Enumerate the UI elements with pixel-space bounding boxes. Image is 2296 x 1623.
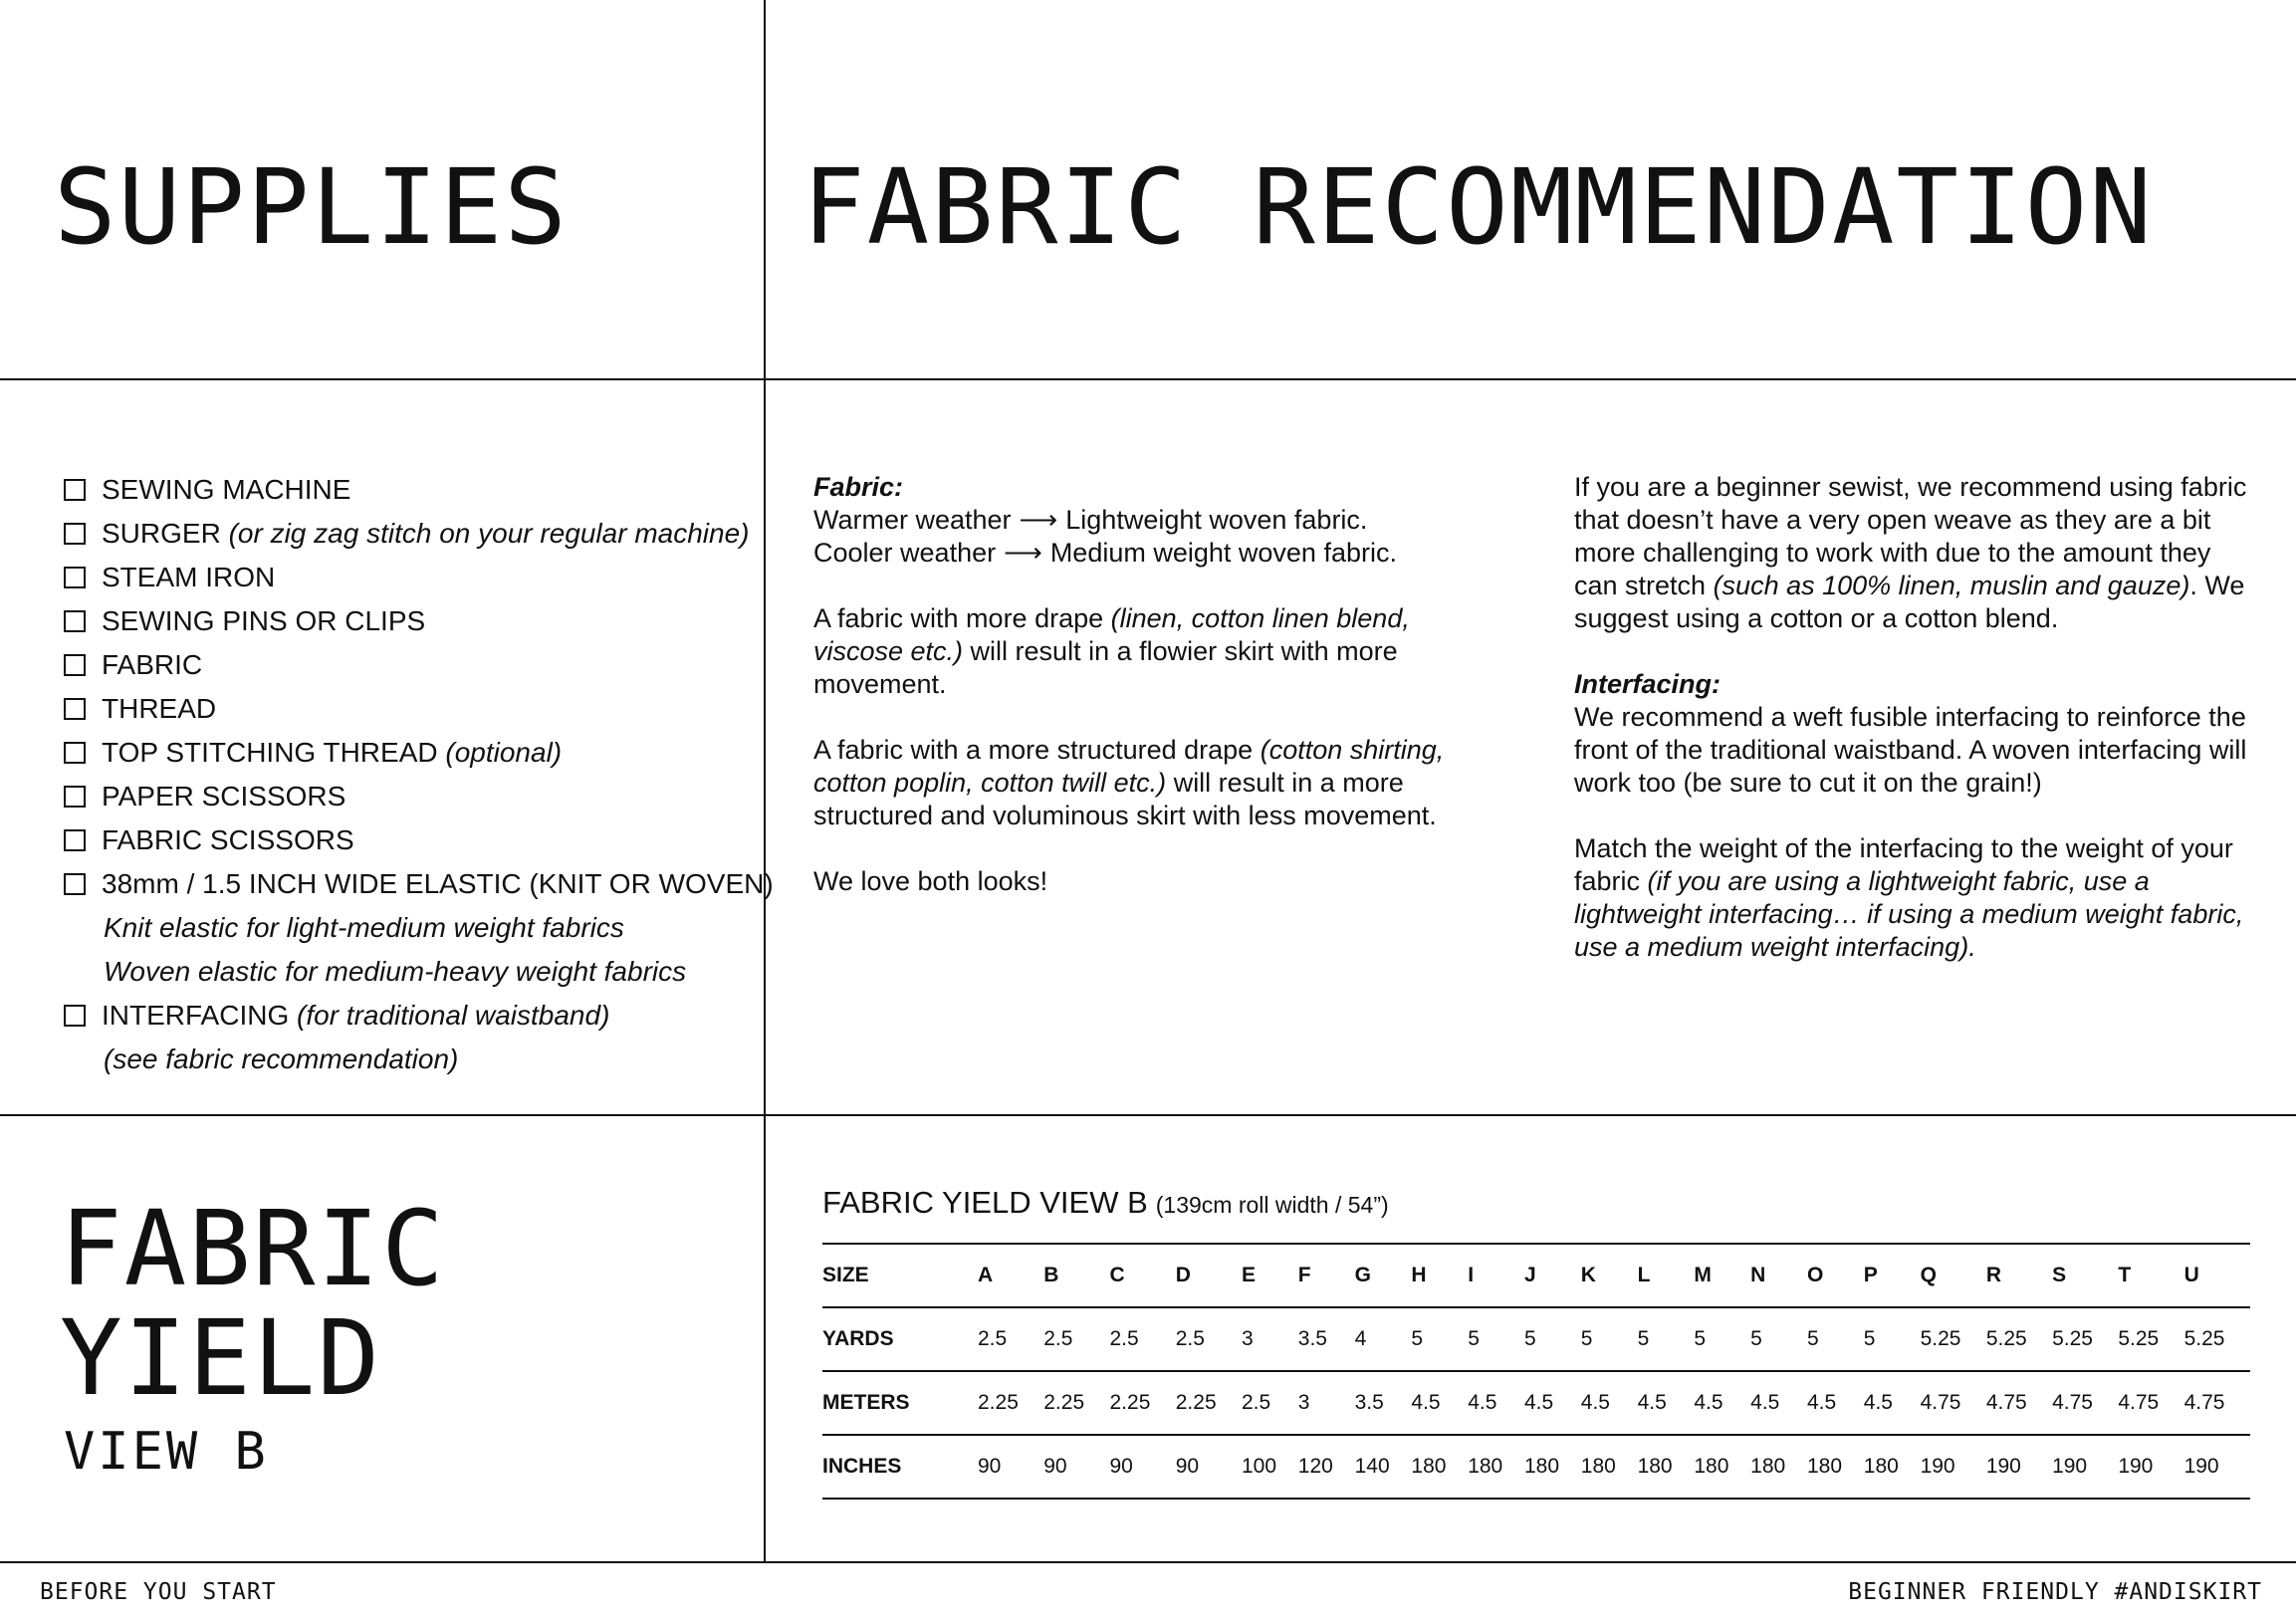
checkbox-icon[interactable] <box>64 786 86 808</box>
fabric-yield-heading-line2: YIELD <box>60 1297 382 1419</box>
supply-note: (optional) <box>445 737 563 768</box>
match-text: Match the weight of the interfacing to the weight of your fabric <box>1574 833 2233 896</box>
supply-label: FABRIC SCISSORS <box>102 824 354 855</box>
table-header-cell: E <box>1242 1264 1257 1286</box>
supply-item[interactable] <box>64 512 761 556</box>
divider-middle-section <box>0 1114 2296 1116</box>
table-cell: 4.5 <box>1411 1391 1441 1414</box>
table-cell: 190 <box>1920 1455 1955 1478</box>
table-header-cell: D <box>1175 1264 1191 1286</box>
table-header-cell: A <box>978 1264 994 1286</box>
table-cell: 4.5 <box>1637 1391 1667 1414</box>
table-cell: 5 <box>1750 1327 1762 1350</box>
supply-item[interactable] <box>64 775 761 818</box>
table-header-cell: K <box>1580 1264 1596 1286</box>
table-cell: 180 <box>1468 1455 1503 1478</box>
table-cell: 2.25 <box>1109 1391 1151 1414</box>
checkbox-icon[interactable] <box>64 1005 86 1027</box>
table-cell: 120 <box>1297 1455 1333 1478</box>
table-cell: 180 <box>1750 1455 1786 1478</box>
structured-text: A fabric with a more structured drape <box>813 735 1261 765</box>
drape-paragraph <box>813 602 1431 701</box>
checkbox-icon[interactable] <box>64 567 86 588</box>
table-cell: 180 <box>1523 1455 1560 1478</box>
table-cell: 190 <box>2118 1455 2154 1478</box>
checkbox-icon[interactable] <box>64 829 86 851</box>
beginner-text: . We suggest using a cotton or a cotton blend. <box>1574 571 2245 633</box>
supply-item[interactable] <box>64 687 761 731</box>
table-header-cell: G <box>1354 1264 1371 1286</box>
checkbox-icon[interactable] <box>64 523 86 545</box>
fabric-paragraph <box>813 471 1471 570</box>
checkbox-icon[interactable] <box>64 654 86 676</box>
table-cell: 90 <box>978 1455 1002 1478</box>
warmer-weather-fabric: Lightweight woven fabric. <box>1065 505 1368 535</box>
yield-table-title-text: FABRIC YIELD VIEW B <box>822 1185 1148 1220</box>
table-cell: 4.5 <box>1523 1391 1554 1414</box>
cooler-weather-fabric: Medium weight woven fabric. <box>1049 538 1397 568</box>
table-cell: 5.25 <box>1920 1327 1961 1350</box>
supply-label: PAPER SCISSORS <box>102 781 346 812</box>
divider-footer <box>0 1561 2296 1563</box>
table-cell: 3.5 <box>1354 1391 1384 1414</box>
table-cell: 3 <box>1242 1327 1254 1350</box>
table-cell: 5 <box>1694 1327 1707 1350</box>
table-header-cell: S <box>2052 1264 2067 1286</box>
fabric-yield-heading-line1: FABRIC <box>60 1188 446 1309</box>
checkbox-icon[interactable] <box>64 873 86 895</box>
table-cell: 140 <box>1354 1455 1390 1478</box>
arrow-right-icon: ⟶ <box>1004 538 1042 568</box>
checkbox-icon[interactable] <box>64 698 86 720</box>
cooler-weather-label: Cooler weather <box>813 538 997 568</box>
table-cell: 4.5 <box>1468 1391 1497 1414</box>
love-both-text: We love both looks! <box>813 866 1048 896</box>
table-header-cell: I <box>1468 1264 1475 1286</box>
table-cell: 5.25 <box>1985 1327 2027 1350</box>
table-cell: 180 <box>1580 1455 1616 1478</box>
supplies-heading: SUPPLIES <box>54 146 569 268</box>
supply-label: THREAD <box>102 693 217 724</box>
table-cell: 90 <box>1043 1455 1067 1478</box>
interfacing-text: We recommend a weft fusible interfacing to reinforce the front of the traditional waistband. A woven interfacing will work too (be sure to cut it on the grain!) <box>1574 702 2247 798</box>
interfacing-paragraph <box>1574 668 2261 800</box>
structured-examples: (cotton shirting, cotton poplin, cotton twill etc.) <box>813 735 1445 798</box>
table-header-cell: C <box>1109 1264 1125 1286</box>
fabric-yield-view: VIEW B <box>64 1422 269 1482</box>
table-cell: 180 <box>1694 1455 1729 1478</box>
supply-label: FABRIC <box>102 649 203 680</box>
table-cell: 5.25 <box>2118 1327 2160 1350</box>
table-header-cell: B <box>1043 1264 1059 1286</box>
footer-left: BEFORE YOU START <box>40 1579 277 1605</box>
table-cell: 3.5 <box>1297 1327 1327 1350</box>
table-cell: 4.5 <box>1750 1391 1780 1414</box>
table-row-label: METERS <box>822 1391 910 1414</box>
drape-text: A fabric with more drape <box>813 603 1111 633</box>
table-cell: 5 <box>1411 1327 1424 1350</box>
supply-note: (for traditional waistband) <box>297 1000 610 1031</box>
footer-right: BEGINNER FRIENDLY #ANDISKIRT <box>1848 1579 2262 1605</box>
yield-table-title <box>822 1185 1389 1221</box>
table-cell: 4.5 <box>1580 1391 1610 1414</box>
supply-label: SURGER <box>102 518 221 549</box>
table-header-cell: J <box>1523 1264 1536 1286</box>
table-row-label: YARDS <box>822 1327 894 1350</box>
table-cell: 100 <box>1242 1455 1277 1478</box>
match-examples: (if you are using a lightweight fabric, use a lightweight interfacing… if using a medium weight fabric, use a medium weight interfacing). <box>1574 866 2244 962</box>
table-header-cell: F <box>1297 1264 1311 1286</box>
supply-subnote: Knit elastic for light-medium weight fabrics <box>104 912 624 943</box>
table-cell: 190 <box>2183 1455 2219 1478</box>
table-cell: 190 <box>2052 1455 2088 1478</box>
table-cell: 5 <box>1637 1327 1650 1350</box>
table-cell: 5.25 <box>2052 1327 2093 1350</box>
table-header-cell: H <box>1411 1264 1427 1286</box>
supply-item[interactable] <box>64 643 761 687</box>
table-header-cell: N <box>1750 1264 1766 1286</box>
supply-item[interactable] <box>64 994 761 1038</box>
match-weight-paragraph <box>1574 832 2261 964</box>
supply-item[interactable] <box>64 599 761 643</box>
drape-examples: (linen, cotton linen blend, viscose etc.) <box>813 603 1410 666</box>
table-cell: 4.5 <box>1806 1391 1837 1414</box>
table-header-row <box>822 1244 2250 1307</box>
supplies-checklist <box>64 468 774 1081</box>
divider-top-section <box>0 378 2296 380</box>
supply-label: STEAM IRON <box>102 562 276 592</box>
supply-subnote: Woven elastic for medium-heavy weight fabrics <box>104 956 687 987</box>
table-cell: 180 <box>1411 1455 1447 1478</box>
table-cell: 4.5 <box>1863 1391 1893 1414</box>
table-cell: 4.75 <box>2052 1391 2093 1414</box>
drape-text: will result in a flowier skirt with more movement. <box>813 636 1398 699</box>
beginner-examples: (such as 100% linen, muslin and gauze) <box>1713 571 2190 600</box>
table-cell: 5 <box>1806 1327 1819 1350</box>
table-cell: 190 <box>1985 1455 2021 1478</box>
checkbox-icon[interactable] <box>64 742 86 764</box>
supply-item[interactable] <box>64 731 761 775</box>
fabric-recommendation-heading: FABRIC RECOMMENDATION <box>803 146 2154 268</box>
recommendation-column-left <box>813 471 1471 931</box>
table-cell: 90 <box>1175 1455 1200 1478</box>
table-cell: 3 <box>1297 1391 1310 1414</box>
supply-label: INTERFACING <box>102 1000 290 1031</box>
table-header-cell: P <box>1863 1264 1878 1286</box>
supply-item[interactable] <box>64 556 761 599</box>
table-cell: 5 <box>1863 1327 1876 1350</box>
supply-label: TOP STITCHING THREAD <box>102 737 438 768</box>
table-cell: 2.25 <box>1043 1391 1085 1414</box>
supply-note: (or zig zag stitch on your regular machine) <box>228 518 750 549</box>
fabric-yield-table <box>822 1243 2250 1500</box>
table-cell: 180 <box>1806 1455 1843 1478</box>
table-cell: 4.5 <box>1694 1391 1723 1414</box>
table-cell: 2.5 <box>1043 1327 1073 1350</box>
yield-table-subtitle: (139cm roll width / 54”) <box>1155 1192 1389 1218</box>
table-cell: 4.75 <box>2118 1391 2160 1414</box>
supply-label: SEWING PINS OR CLIPS <box>102 605 426 636</box>
supply-item[interactable] <box>64 862 774 906</box>
table-row-label: INCHES <box>822 1455 902 1478</box>
table-cell: 5 <box>1468 1327 1480 1350</box>
table-cell: 5 <box>1523 1327 1536 1350</box>
table-header-cell: M <box>1694 1264 1712 1286</box>
supply-item[interactable] <box>64 818 761 862</box>
table-header-cell: O <box>1806 1264 1824 1286</box>
fabric-subheading: Fabric: <box>813 472 904 502</box>
table-cell: 2.5 <box>1109 1327 1139 1350</box>
table-cell: 180 <box>1863 1455 1899 1478</box>
table-cell: 90 <box>1109 1455 1133 1478</box>
structured-drape-paragraph <box>813 734 1471 832</box>
beginner-paragraph <box>1574 471 2261 635</box>
checkbox-icon[interactable] <box>64 479 86 501</box>
table-cell: 5 <box>1580 1327 1593 1350</box>
table-cell: 2.25 <box>978 1391 1019 1414</box>
structured-text: will result in a more structured and voluminous skirt with less movement. <box>813 768 1437 830</box>
table-cell: 2.25 <box>1175 1391 1217 1414</box>
table-row <box>822 1435 2250 1499</box>
supply-subnote: (see fabric recommendation) <box>104 1043 459 1074</box>
recommendation-column-right <box>1574 471 2261 997</box>
table-cell: 2.5 <box>1175 1327 1205 1350</box>
table-header-cell: L <box>1637 1264 1651 1286</box>
table-cell: 180 <box>1637 1455 1673 1478</box>
table-cell: 2.5 <box>1242 1391 1271 1414</box>
table-header-size: SIZE <box>822 1264 869 1286</box>
table-cell: 2.5 <box>978 1327 1008 1350</box>
supply-label: 38mm / 1.5 INCH WIDE ELASTIC (KNIT OR WOVEN) <box>102 868 774 899</box>
table-header-cell: T <box>2118 1264 2132 1286</box>
supply-label: SEWING MACHINE <box>102 474 351 505</box>
checkbox-icon[interactable] <box>64 610 86 632</box>
divider-vertical <box>764 0 766 1562</box>
beginner-text: If you are a beginner sewist, we recommend using fabric that doesn’t have a very open weave as they are a bit more challenging to work with due to the amount they can stretch <box>1574 472 2247 600</box>
arrow-right-icon: ⟶ <box>1019 505 1058 535</box>
table-row <box>822 1371 2250 1435</box>
supply-item[interactable] <box>64 468 761 512</box>
table-header-cell: Q <box>1920 1264 1937 1286</box>
table-header-cell: U <box>2183 1264 2199 1286</box>
table-cell: 4.75 <box>2183 1391 2225 1414</box>
interfacing-subheading: Interfacing: <box>1574 669 1722 699</box>
table-row <box>822 1307 2250 1371</box>
table-header-cell: R <box>1985 1264 2001 1286</box>
table-cell: 4.75 <box>1985 1391 2027 1414</box>
table-cell: 4.75 <box>1920 1391 1961 1414</box>
warmer-weather-label: Warmer weather <box>813 505 1012 535</box>
table-cell: 5.25 <box>2183 1327 2225 1350</box>
table-cell: 4 <box>1354 1327 1367 1350</box>
